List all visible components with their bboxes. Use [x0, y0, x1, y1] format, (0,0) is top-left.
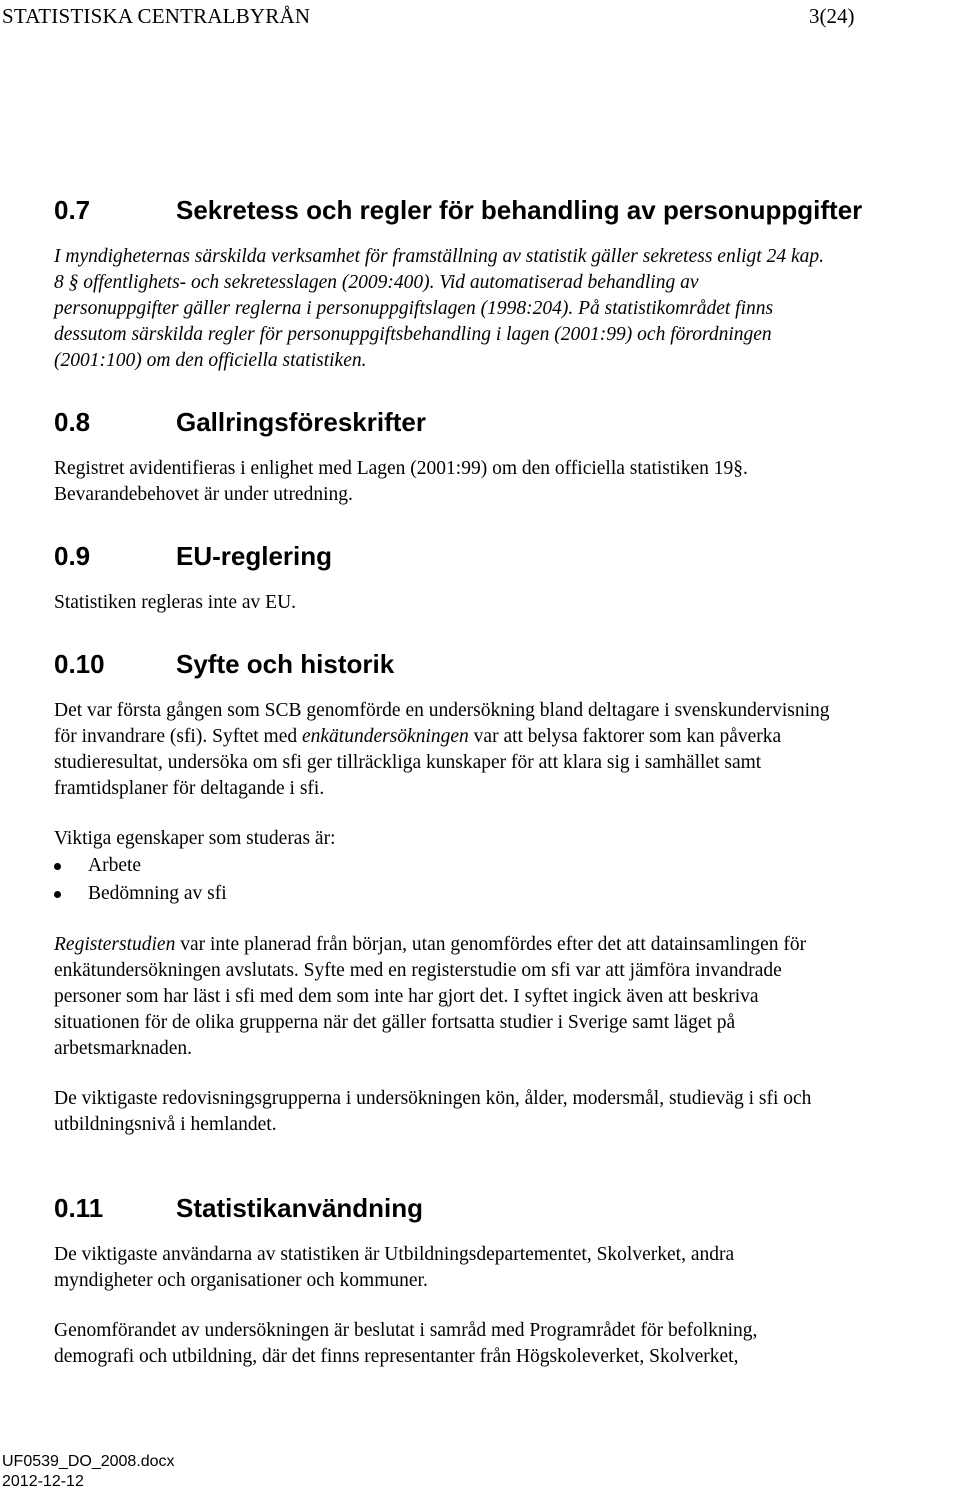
page-footer: [2, 1452, 175, 1492]
page-header: [0, 4, 960, 36]
header-page-number: 3(24): [809, 4, 855, 28]
emphasis-text: Registerstudien: [54, 934, 176, 955]
section-title: Syfte och historik: [176, 649, 395, 679]
text-line: var att belysa faktorer som kan påverka: [468, 726, 782, 747]
text-line: Registret avidentifieras i enlighet med Lagen (2001:99) om den officiella statistiken 19§.: [54, 458, 748, 479]
section-heading-0-7: [54, 192, 960, 228]
section-text-0-8: [54, 456, 960, 508]
section-text-0-9: [54, 590, 960, 616]
header-organization: STATISTISKA CENTRALBYRÅN: [2, 4, 311, 28]
text-line: situationen för de olika grupperna när det gäller fortsatta studier i Sverige samt läget på: [54, 1012, 736, 1033]
text-line: Statistiken regleras inte av EU.: [54, 592, 297, 613]
section-number: 0.8: [54, 407, 91, 437]
section-heading-0-8: [54, 404, 960, 440]
text-line: Viktiga egenskaper som studeras är:: [54, 828, 336, 849]
paragraph-users: [54, 1242, 960, 1294]
bullet-list: [54, 852, 960, 908]
paragraph-reporting-groups: [54, 1086, 960, 1138]
section-title: Gallringsföreskrifter: [176, 407, 426, 437]
text-line: för invandrare (sfi). Syftet med: [54, 726, 302, 747]
section-number: 0.7: [54, 195, 91, 225]
footer-date: 2012-12-12: [2, 1473, 84, 1490]
text-line: dessutom särskilda regler för personuppgiftsbehandling i lagen (2001:99) och förordningen: [54, 324, 772, 345]
list-item-label: Arbete: [88, 855, 142, 876]
paragraph-implementation: [54, 1318, 960, 1370]
emphasis-text: enkätundersökningen: [302, 726, 469, 747]
section-text-0-7: [54, 244, 960, 374]
text-line: enkätundersökningen avslutats. Syfte med en registerstudie om sfi var att jämföra invandrade: [54, 960, 782, 981]
section-number: 0.10: [54, 649, 105, 679]
text-line: personer som har läst i sfi med dem som inte har gjort det. I syftet ingick även att beskriva: [54, 986, 759, 1007]
section-number: 0.11: [54, 1193, 104, 1223]
bullet-icon: [54, 891, 61, 898]
section-heading-0-10: [54, 646, 960, 682]
list-item: [54, 852, 960, 880]
text-line: utbildningsnivå i hemlandet.: [54, 1114, 277, 1135]
text-line: 8 § offentlighets- och sekretesslagen (2009:400). Vid automatiserad behandling av: [54, 272, 699, 293]
text-line: Genomförandet av undersökningen är beslutat i samråd med Programrådet för befolkning,: [54, 1320, 758, 1341]
section-number: 0.9: [54, 541, 91, 571]
paragraph-properties-intro: [54, 826, 960, 852]
paragraph-purpose: [54, 698, 960, 802]
text-line: De viktigaste redovisningsgrupperna i undersökningen kön, ålder, modersmål, studieväg i sfi och: [54, 1088, 812, 1109]
section-title: Sekretess och regler för behandling av personuppgifter: [176, 195, 863, 225]
document-body: [54, 192, 960, 1370]
text-line: demografi och utbildning, där det finns representanter från Högskoleverket, Skolverket,: [54, 1346, 739, 1367]
text-line: Bevarandebehovet är under utredning.: [54, 484, 353, 505]
text-line: I myndigheternas särskilda verksamhet för framställning av statistik gäller sekretess enligt 24 kap.: [54, 246, 824, 267]
section-title: Statistikanvändning: [176, 1193, 424, 1223]
text-line: studieresultat, undersöka om sfi ger tillräckliga kunskaper för att klara sig i samhället samt: [54, 752, 762, 773]
footer-filename: UF0539_DO_2008.docx: [2, 1453, 175, 1470]
text-line: personuppgifter gäller reglerna i personuppgiftslagen (1998:204). På statistikområdet finns: [54, 298, 774, 319]
paragraph-register-study: [54, 932, 960, 1062]
text-line: Det var första gången som SCB genomförde en undersökning bland deltagare i svenskundervisning: [54, 700, 830, 721]
text-line: De viktigaste användarna av statistiken är Utbildningsdepartementet, Skolverket, andra: [54, 1244, 735, 1265]
section-heading-0-11: [54, 1190, 960, 1226]
list-item-label: Bedömning av sfi: [88, 883, 227, 904]
text-line: myndigheter och organisationer och kommuner.: [54, 1270, 428, 1291]
bullet-icon: [54, 863, 61, 870]
list-item: [54, 880, 960, 908]
text-line: arbetsmarknaden.: [54, 1038, 193, 1059]
text-line: framtidsplaner för deltagande i sfi.: [54, 778, 325, 799]
text-line: var inte planerad från början, utan genomfördes efter det att datainsamlingen för: [175, 934, 807, 955]
section-title: EU-reglering: [176, 541, 333, 571]
text-line: (2001:100) om den officiella statistiken.: [54, 350, 367, 371]
section-heading-0-9: [54, 538, 960, 574]
